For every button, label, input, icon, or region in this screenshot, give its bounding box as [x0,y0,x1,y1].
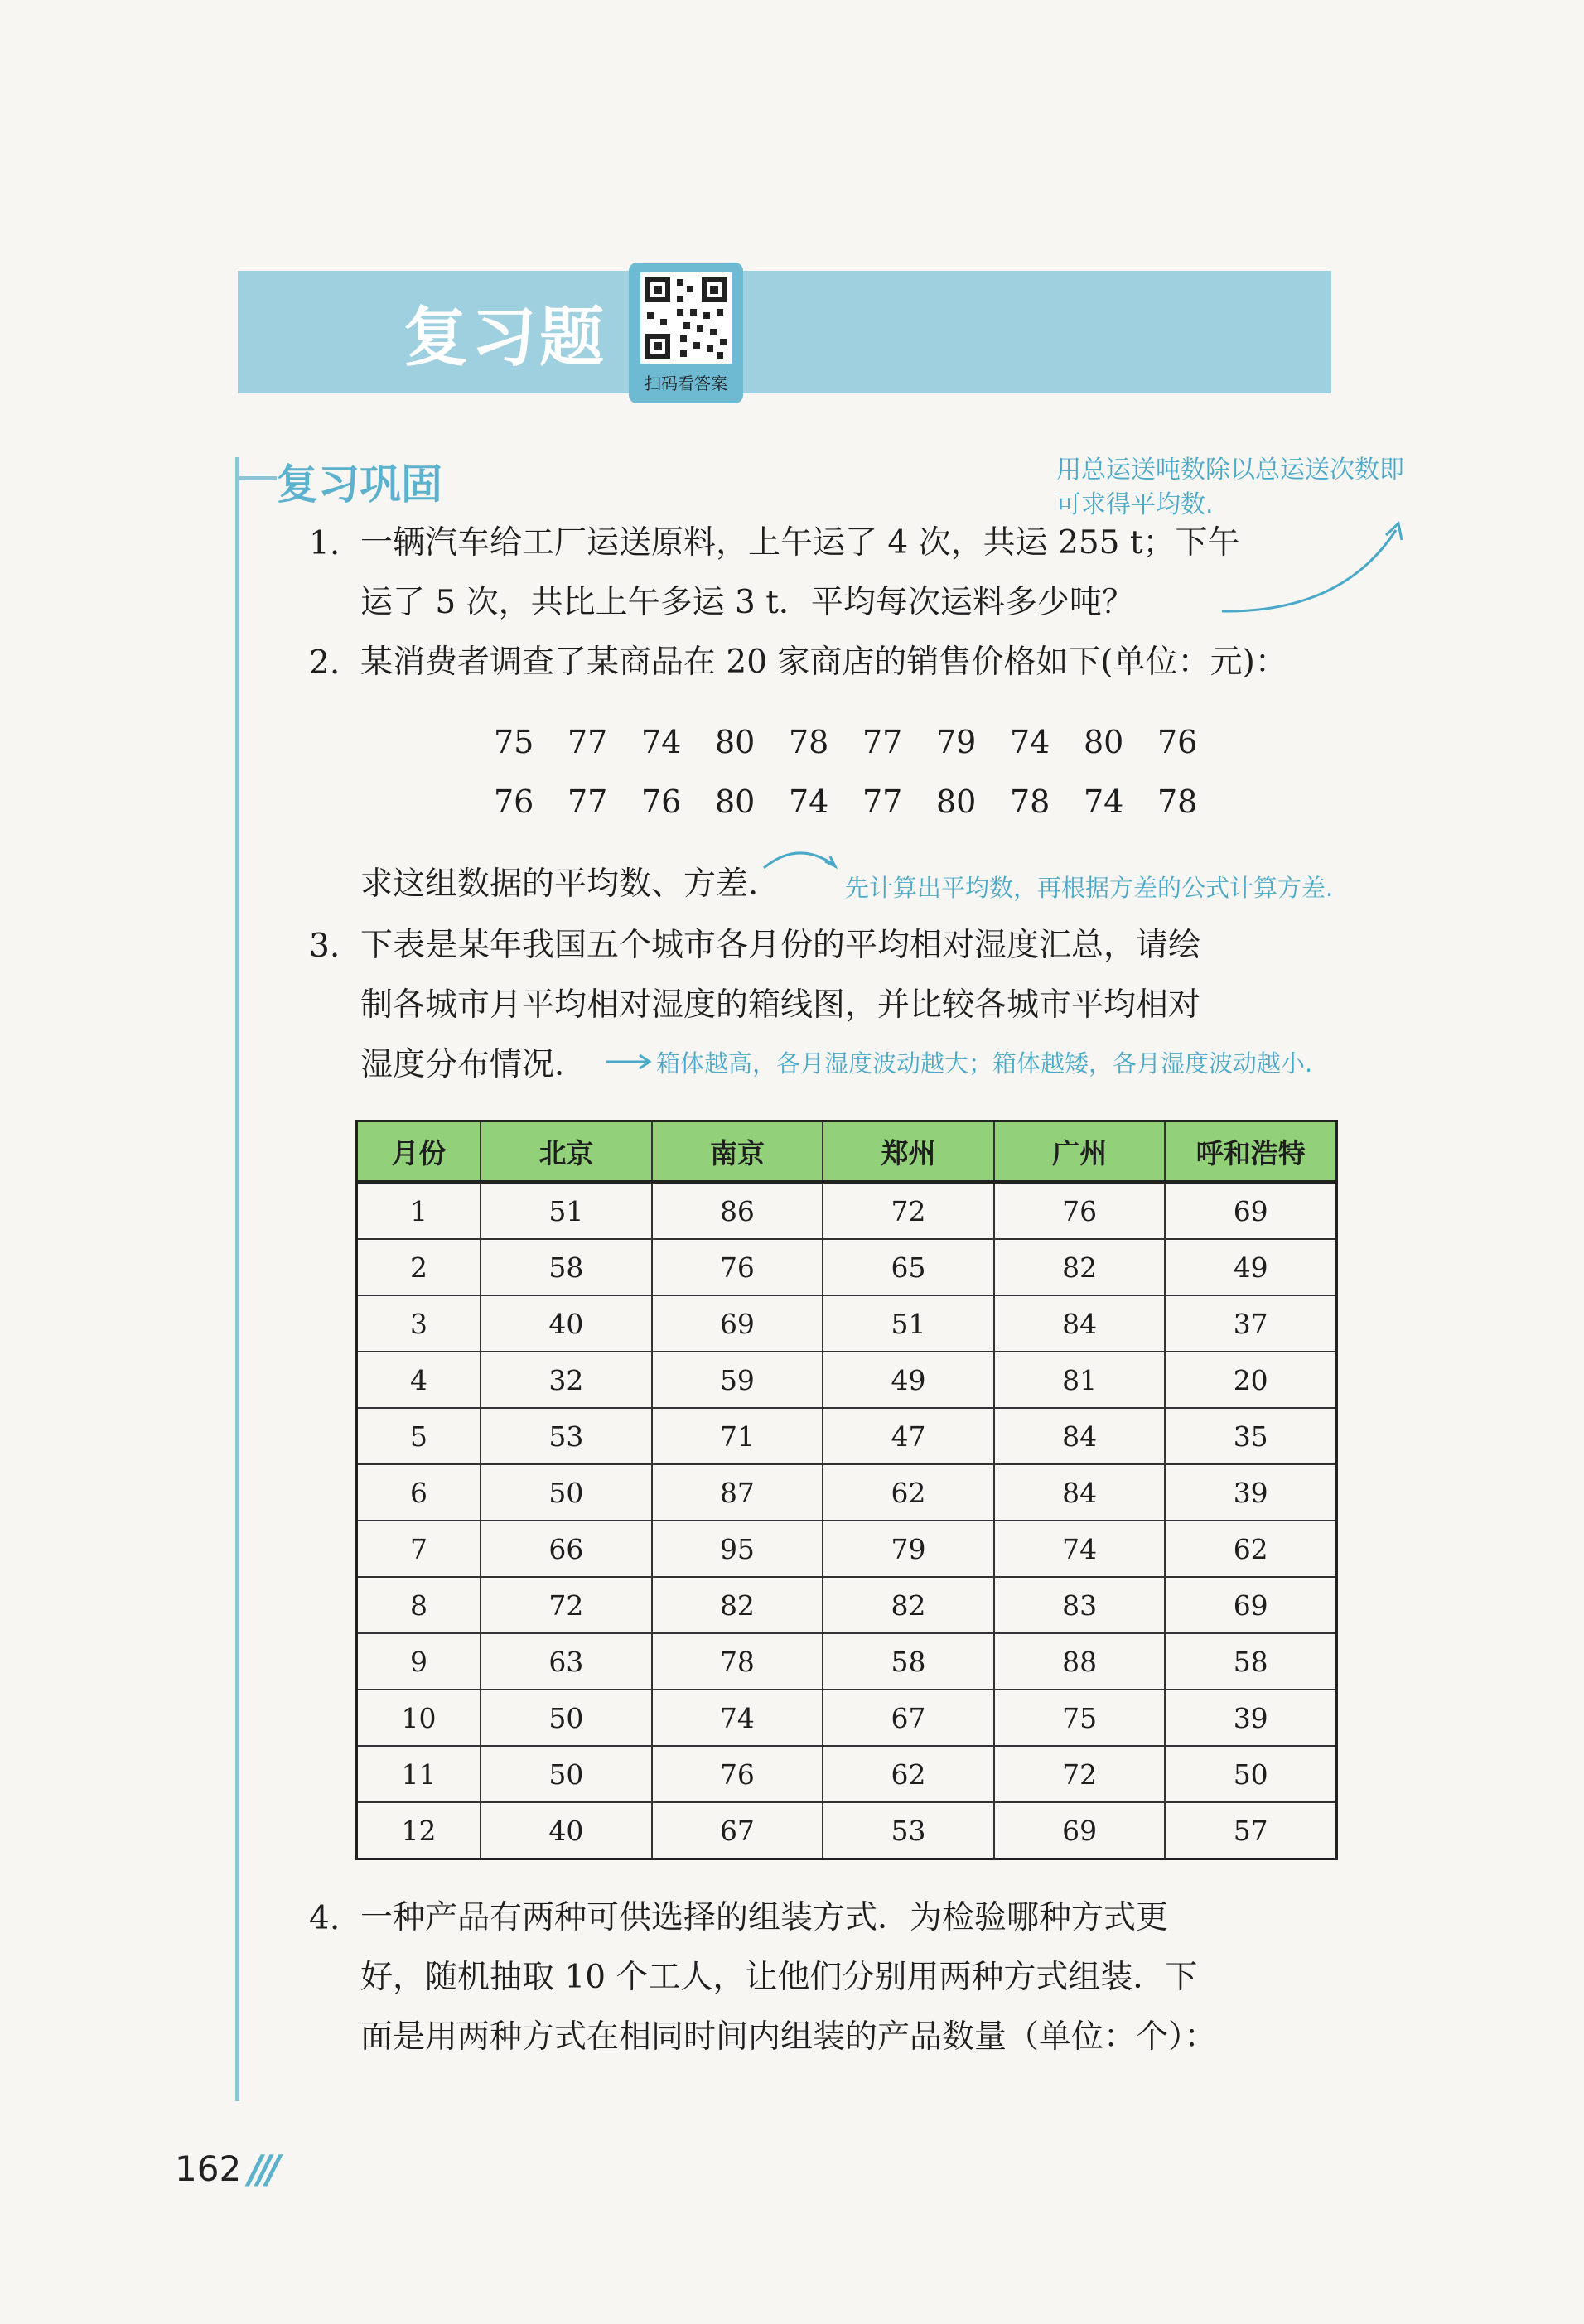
arrow-note-2-icon [761,843,843,876]
price-value: 76 [641,784,682,820]
price-value: 74 [1010,724,1050,760]
margin-note-2: 先计算出平均数，再根据方差的公式计算方差. [845,874,1334,902]
table-row [357,1802,1337,1859]
table-cell: 6 [357,1464,481,1521]
header-banner [238,271,1331,393]
table-cell: 59 [652,1352,823,1408]
table-cell: 87 [652,1464,823,1521]
col-header-beijing: 北京 [481,1121,652,1183]
price-value: 77 [567,784,608,820]
table-cell: 3 [357,1295,481,1352]
table-cell: 69 [652,1295,823,1352]
table-cell: 65 [823,1239,994,1295]
table-cell: 53 [823,1802,994,1859]
table-cell: 50 [481,1464,652,1521]
table-cell: 63 [481,1633,652,1690]
table-cell: 7 [357,1521,481,1577]
table-cell: 58 [481,1239,652,1295]
table-cell: 39 [1165,1690,1336,1746]
price-data-row-2 [494,784,1231,820]
page-number-decoration: /// [249,2147,276,2191]
table-row [357,1633,1337,1690]
table-cell: 57 [1165,1802,1336,1859]
arrow-note-3-icon [605,1052,654,1072]
table-cell: 49 [1165,1239,1336,1295]
price-value: 77 [862,724,903,760]
table-cell: 50 [1165,1746,1336,1802]
table-cell: 72 [994,1746,1166,1802]
table-cell: 50 [481,1690,652,1746]
table-cell: 9 [357,1633,481,1690]
price-value: 74 [1084,784,1124,820]
table-cell: 67 [823,1690,994,1746]
table-cell: 82 [994,1239,1166,1295]
table-cell: 58 [823,1633,994,1690]
table-cell: 83 [994,1577,1166,1633]
problem-2-number: 2. [309,644,340,682]
price-value: 77 [567,724,608,760]
margin-note-3: 箱体越高，各月湿度波动越大；箱体越矮，各月湿度波动越小. [656,1049,1313,1078]
table-cell: 67 [652,1802,823,1859]
table-body [357,1182,1337,1859]
table-cell: 5 [357,1408,481,1464]
humidity-table [355,1120,1338,1860]
problem-1-number: 1. [309,525,340,562]
table-cell: 84 [994,1408,1166,1464]
price-value: 78 [1157,784,1198,820]
price-value: 80 [1084,724,1124,760]
table-cell: 81 [994,1352,1166,1408]
problem-2-question: 求这组数据的平均数、方差． [360,865,781,903]
table-cell: 84 [994,1295,1166,1352]
table-cell: 47 [823,1408,994,1464]
table-cell: 8 [357,1577,481,1633]
price-value: 74 [789,784,829,820]
table-row [357,1352,1337,1408]
col-header-guangzhou: 广州 [994,1121,1166,1183]
table-row [357,1295,1337,1352]
problem-4-line3: 面是用两种方式在相同时间内组装的产品数量（单位：个）： [360,2018,1217,2056]
table-cell: 82 [652,1577,823,1633]
problem-4-number: 4. [309,1900,340,1937]
problem-4-line1: 一种产品有两种可供选择的组装方式．为检验哪种方式更 [360,1899,1169,1936]
table-row [357,1464,1337,1521]
table-row [357,1408,1337,1464]
table-cell: 76 [994,1182,1166,1239]
table-cell: 39 [1165,1464,1336,1521]
qr-code-panel[interactable] [629,263,743,403]
table-cell: 75 [994,1690,1166,1746]
table-cell: 69 [994,1802,1166,1859]
problem-3-number: 3. [309,928,340,965]
table-cell: 82 [823,1577,994,1633]
problem-1-line1: 一辆汽车给工厂运送原料，上午运了 4 次，共运 255 t；下午 [360,524,1240,562]
table-cell: 20 [1165,1352,1336,1408]
table-cell: 76 [652,1239,823,1295]
table-cell: 40 [481,1802,652,1859]
price-value: 77 [862,784,903,820]
price-value: 76 [1157,724,1198,760]
table-cell: 76 [652,1746,823,1802]
qr-code-icon[interactable] [640,272,732,364]
col-header-month: 月份 [357,1121,481,1183]
table-cell: 69 [1165,1577,1336,1633]
arrow-note-1-icon [1218,513,1417,621]
table-cell: 4 [357,1352,481,1408]
margin-note-1-line2: 可求得平均数. [1056,490,1214,519]
table-cell: 62 [1165,1521,1336,1577]
price-value: 75 [494,724,534,760]
table-cell: 69 [1165,1182,1336,1239]
table-cell: 88 [994,1633,1166,1690]
table-row [357,1182,1337,1239]
table-cell: 11 [357,1746,481,1802]
table-cell: 62 [823,1464,994,1521]
table-cell: 78 [652,1633,823,1690]
table-cell: 84 [994,1464,1166,1521]
page-title: 复习题 [403,301,608,375]
table-cell: 66 [481,1521,652,1577]
price-value: 76 [494,784,534,820]
price-value: 74 [641,724,682,760]
section-title: 复习巩固 [277,460,442,509]
price-value: 78 [1010,784,1050,820]
table-cell: 72 [481,1577,652,1633]
table-header-row [357,1121,1337,1183]
price-value: 79 [936,724,977,760]
col-header-nanjing: 南京 [652,1121,823,1183]
table-cell: 58 [1165,1633,1336,1690]
table-cell: 12 [357,1802,481,1859]
table-cell: 49 [823,1352,994,1408]
table-cell: 50 [481,1746,652,1802]
col-header-hohhot: 呼和浩特 [1165,1121,1336,1183]
table-row [357,1521,1337,1577]
table-cell: 35 [1165,1408,1336,1464]
problem-2-line1: 某消费者调查了某商品在 20 家商店的销售价格如下(单位：元)： [360,644,1287,681]
table-row [357,1690,1337,1746]
problem-3-line1: 下表是某年我国五个城市各月份的平均相对湿度汇总，请绘 [360,927,1201,964]
table-cell: 32 [481,1352,652,1408]
table-cell: 51 [481,1182,652,1239]
left-margin-rule [235,457,239,2101]
table-cell: 37 [1165,1295,1336,1352]
table-cell: 79 [823,1521,994,1577]
table-cell: 74 [994,1521,1166,1577]
table-cell: 86 [652,1182,823,1239]
price-value: 80 [715,784,756,820]
table-cell: 10 [357,1690,481,1746]
qr-label: 扫码看答案 [645,374,727,393]
table-cell: 71 [652,1408,823,1464]
price-data-row-1 [494,724,1231,760]
margin-note-1-line1: 用总运送吨数除以总运送次数即 [1056,456,1404,485]
table-cell: 53 [481,1408,652,1464]
table-cell: 2 [357,1239,481,1295]
table-cell: 72 [823,1182,994,1239]
price-value: 80 [715,724,756,760]
table-cell: 74 [652,1690,823,1746]
problem-3-line2: 制各城市月平均相对湿度的箱线图，并比较各城市平均相对 [360,986,1201,1024]
table-cell: 95 [652,1521,823,1577]
price-value: 80 [936,784,977,820]
problem-4-line2: 好，随机抽取 10 个工人，让他们分别用两种方式组装．下 [360,1959,1198,1996]
table-row [357,1577,1337,1633]
table-row [357,1746,1337,1802]
problem-1-line2: 运了 5 次，共比上午多运 3 t．平均每次运料多少吨？ [360,584,1134,621]
table-cell: 40 [481,1295,652,1352]
section-title-bar [235,476,277,480]
col-header-zhengzhou: 郑州 [823,1121,994,1183]
table-row [357,1239,1337,1295]
table-cell: 62 [823,1746,994,1802]
table-cell: 1 [357,1182,481,1239]
page-number: 162 [175,2148,242,2189]
problem-3-line3: 湿度分布情况． [360,1046,587,1083]
price-value: 78 [789,724,829,760]
table-cell: 51 [823,1295,994,1352]
